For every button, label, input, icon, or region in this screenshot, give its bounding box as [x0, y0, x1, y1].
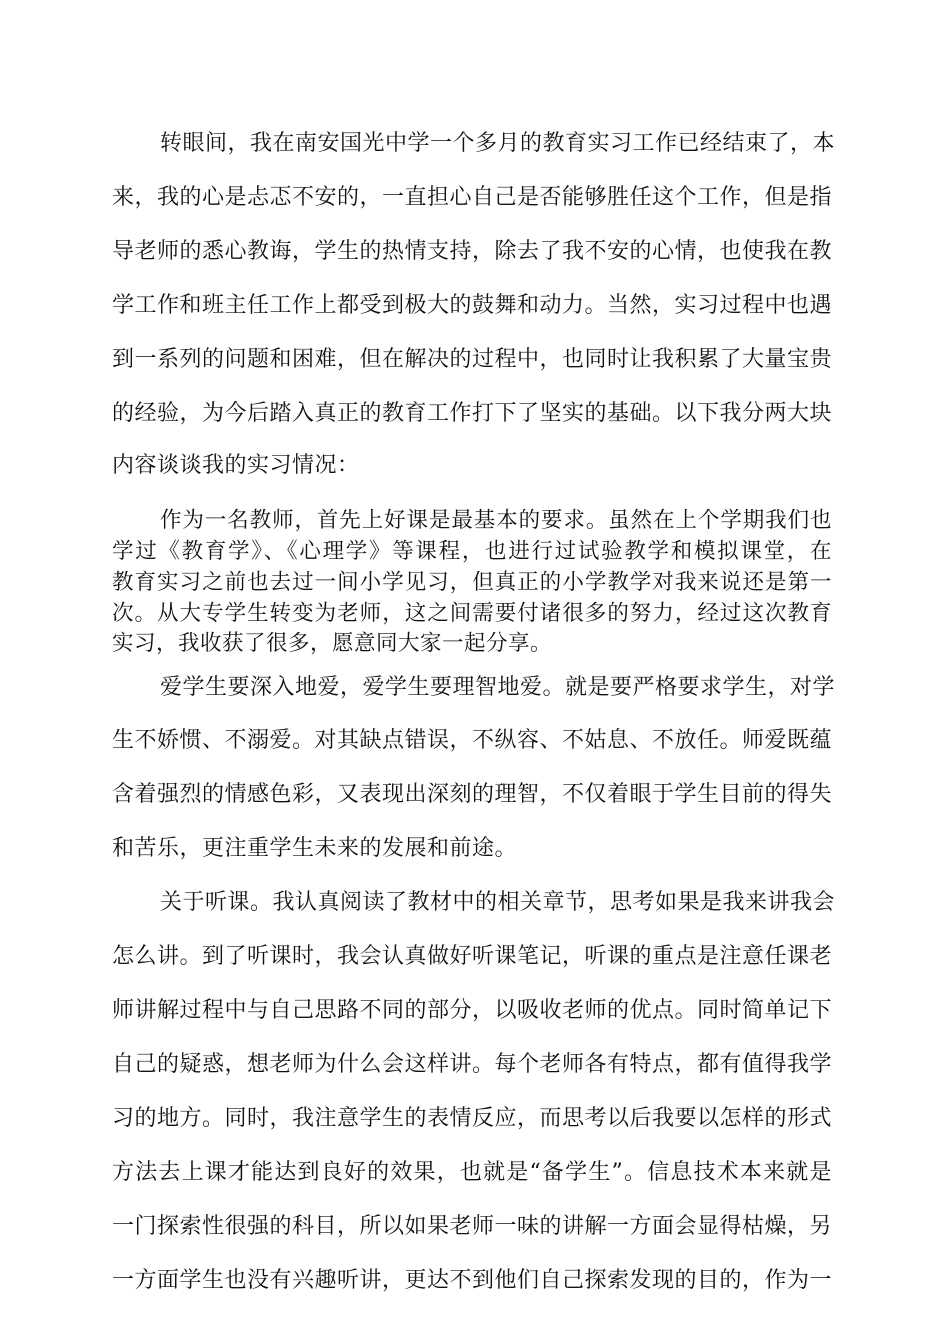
- text-line: 学过《教育学》、《心理学》等课程，也进行过试验教学和模拟课堂，在: [112, 539, 832, 564]
- text-line: 爱学生要深入地爱，爱学生要理智地爱。就是要严格要求学生，对学: [160, 675, 836, 700]
- text-line: 内容谈谈我的实习情况：: [112, 453, 360, 478]
- text-line: 方法去上课才能达到良好的效果，也就是“备学生”。信息技术本来就是: [112, 1160, 832, 1185]
- text-line: 学工作和班主任工作上都受到极大的鼓舞和动力。当然，实习过程中也遇: [112, 293, 833, 318]
- text-line: 关于听课。我认真阅读了教材中的相关章节，思考如果是我来讲我会: [160, 890, 836, 915]
- text-line: 自己的疑惑，想老师为什么会这样讲。每个老师各有特点，都有值得我学: [112, 1052, 833, 1077]
- text-line: 实习，我收获了很多，愿意同大家一起分享。: [112, 631, 553, 656]
- text-line: 怎么讲。到了听课时，我会认真做好听课笔记，听课的重点是注意任课老: [112, 944, 833, 969]
- text-line: 和苦乐，更注重学生未来的发展和前途。: [112, 836, 518, 861]
- text-line: 次。从大专学生转变为老师，这之间需要付诸很多的努力，经过这次教育: [112, 601, 832, 626]
- text-line: 转眼间，我在南安国光中学一个多月的教育实习工作已经结束了，本: [160, 131, 836, 156]
- text-line: 含着强烈的情感色彩，又表现出深刻的理智，不仅着眼于学生目前的得失: [112, 782, 833, 807]
- text-line: 习的地方。同时，我注意学生的表情反应，而思考以后我要以怎样的形式: [112, 1106, 833, 1131]
- text-line: 生不娇惯、不溺爱。对其缺点错误，不纵容、不姑息、不放任。师爱既蕴: [112, 728, 833, 753]
- text-line: 师讲解过程中与自己思路不同的部分，以吸收老师的优点。同时简单记下: [112, 998, 833, 1023]
- text-line: 导老师的悉心教诲，学生的热情支持，除去了我不安的心情，也使我在教: [112, 239, 833, 264]
- text-line: 一门探索性很强的科目，所以如果老师一味的讲解一方面会显得枯燥，另: [112, 1214, 833, 1239]
- text-line: 到一系列的问题和困难，但在解决的过程中，也同时让我积累了大量宝贵: [112, 347, 833, 372]
- text-line: 来，我的心是忐忑不安的，一直担心自己是否能够胜任这个工作，但是指: [112, 185, 833, 210]
- text-line: 作为一名教师，首先上好课是最基本的要求。虽然在上个学期我们也: [160, 508, 832, 533]
- text-line: 教育实习之前也去过一间小学见习，但真正的小学教学对我来说还是第一: [112, 570, 832, 595]
- text-line: 一方面学生也没有兴趣听讲，更达不到他们自己探索发现的目的，作为一: [112, 1268, 833, 1293]
- text-line: 的经验，为今后踏入真正的教育工作打下了坚实的基础。以下我分两大块: [112, 401, 833, 426]
